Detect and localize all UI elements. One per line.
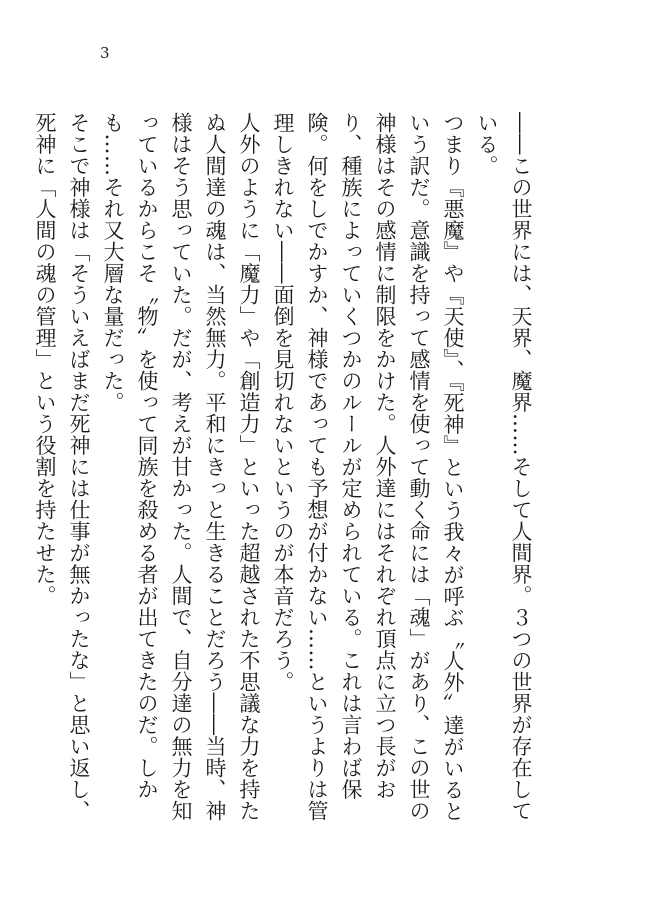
- vertical-text-body: [33, 112, 538, 832]
- paragraph-intro: ――この世界には、天界、魔界……そして人間界。３つの世界が存在している。: [475, 112, 533, 822]
- paragraph-humans: 人外のように「魔力」や「創造力」といった超越された不思議な力を持たぬ人間達の魂は、当然無力。平和にきっと生きることだろう――当時、神様はそう思っていた。だが、考えが甘かった。人間で、自分達の無力を知っているからこそ〝物〟を使って同族を殺める者が出てきたのだ。しかも……それ又大層な量だった。: [101, 112, 261, 822]
- page-number: 3: [100, 44, 110, 62]
- paragraph-shinigami: そこで神様は「そういえばまだ死神には仕事が無かったな」と思い返し、死神に「人間の魂の管理」という役割を持たせた。: [33, 112, 91, 822]
- paragraph-creatures: つまり『悪魔』や『天使』、『死神』という我々が呼ぶ〝人外〟達がいるという訳だ。意識を持って感情を使って動く命には「魂」があり、この世の神様はその感情に制限をかけた。人外達にはそれぞれ頂点に立つ長がおり、種族によっていくつかのルールが定められている。これは言わば保険。何をしでかすか、神様であっても予想が付かない……というよりは管理しきれない――面倒を見切れないというのが本音だろう。: [271, 112, 465, 822]
